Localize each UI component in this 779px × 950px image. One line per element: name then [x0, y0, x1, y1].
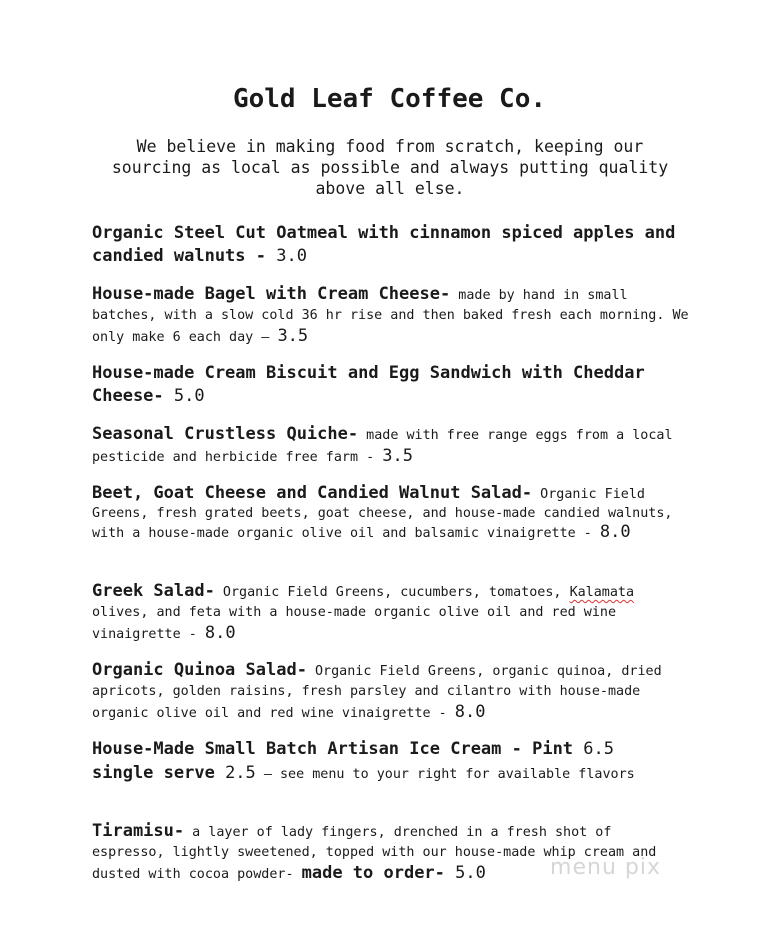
- menu-item-beet-salad: [92, 484, 692, 543]
- item-description: olives, and feta with a house-made organic olive oil and red wine vinaigrette -: [92, 605, 617, 642]
- menu-item-quinoa-salad: [92, 660, 692, 724]
- item-price: 5.0: [444, 863, 486, 883]
- menu-item-quiche: [92, 424, 692, 468]
- page-title: Gold Leaf Coffee Co.: [232, 84, 547, 114]
- item-name: Tiramisu-: [92, 821, 185, 841]
- item-price: 8.0: [599, 522, 631, 542]
- item-description: a layer of lady fingers, drenched in a fresh shot of espresso, lightly sweetened, topped with our house-made whip cream and dusted with cocoa powder-: [92, 825, 657, 882]
- item-name: Seasonal Crustless Quiche-: [92, 424, 359, 444]
- intro-text: We believe in making food from scratch, keeping our sourcing as local as possible and always putting quality above all else.: [111, 137, 669, 198]
- item-name: Organic Quinoa Salad-: [92, 660, 307, 680]
- menu-item-bagel: [92, 284, 692, 348]
- item-price: 3.0: [276, 246, 307, 266]
- item-price-pint: 6.5: [573, 739, 614, 759]
- item-description: made with free range eggs from a local pesticide and herbicide free farm -: [92, 428, 673, 465]
- item-price: 8.0: [204, 623, 236, 643]
- item-price: 8.0: [454, 702, 486, 722]
- item-name: Greek Salad-: [92, 581, 215, 601]
- item-price: 3.5: [277, 326, 309, 346]
- menu-item-oatmeal: [92, 222, 692, 268]
- item-description: Organic Field Greens, fresh grated beets, goat cheese, and house-made candied walnuts, with a house-made organic olive oil and balsamic vinaigrette -: [92, 487, 673, 541]
- item-name: House-Made Small Batch Artisan Ice Cream - Pint: [92, 739, 574, 759]
- menu-item-ice-cream: [92, 738, 692, 786]
- item-description-misspelled-word: Kalamata: [569, 585, 635, 600]
- item-note: made to order-: [301, 863, 445, 883]
- item-name: Beet, Goat Cheese and Candied Walnut Salad-: [92, 483, 533, 503]
- item-description: made by hand in small batches, with a slow cold 36 hr rise and then baked fresh each morning. We only make 6 each day —: [92, 288, 689, 345]
- item-name: House-made Cream Biscuit and Egg Sandwich with Cheddar Cheese-: [92, 363, 645, 406]
- menu-item-greek-salad: [92, 581, 692, 645]
- item-name: House-made Bagel with Cream Cheese-: [92, 284, 451, 304]
- item-description: — see menu to your right for available flavors: [255, 767, 635, 782]
- item-description: Organic Field Greens, organic quinoa, dried apricots, golden raisins, fresh parsley and cilantro with house-made organic olive oil and red wine vinaigrette -: [92, 664, 662, 721]
- item-name: Organic Steel Cut Oatmeal with cinnamon spiced apples and candied walnuts -: [92, 223, 676, 266]
- item-price: 5.0: [163, 386, 205, 406]
- item-description: Organic Field Greens, cucumbers, tomatoes,: [214, 585, 570, 600]
- item-price: 3.5: [382, 446, 413, 466]
- watermark: menu pix: [550, 855, 661, 880]
- menu-item-biscuit-sandwich: [92, 362, 692, 408]
- item-name-single: single serve: [92, 763, 215, 783]
- item-price-single: 2.5: [214, 763, 256, 783]
